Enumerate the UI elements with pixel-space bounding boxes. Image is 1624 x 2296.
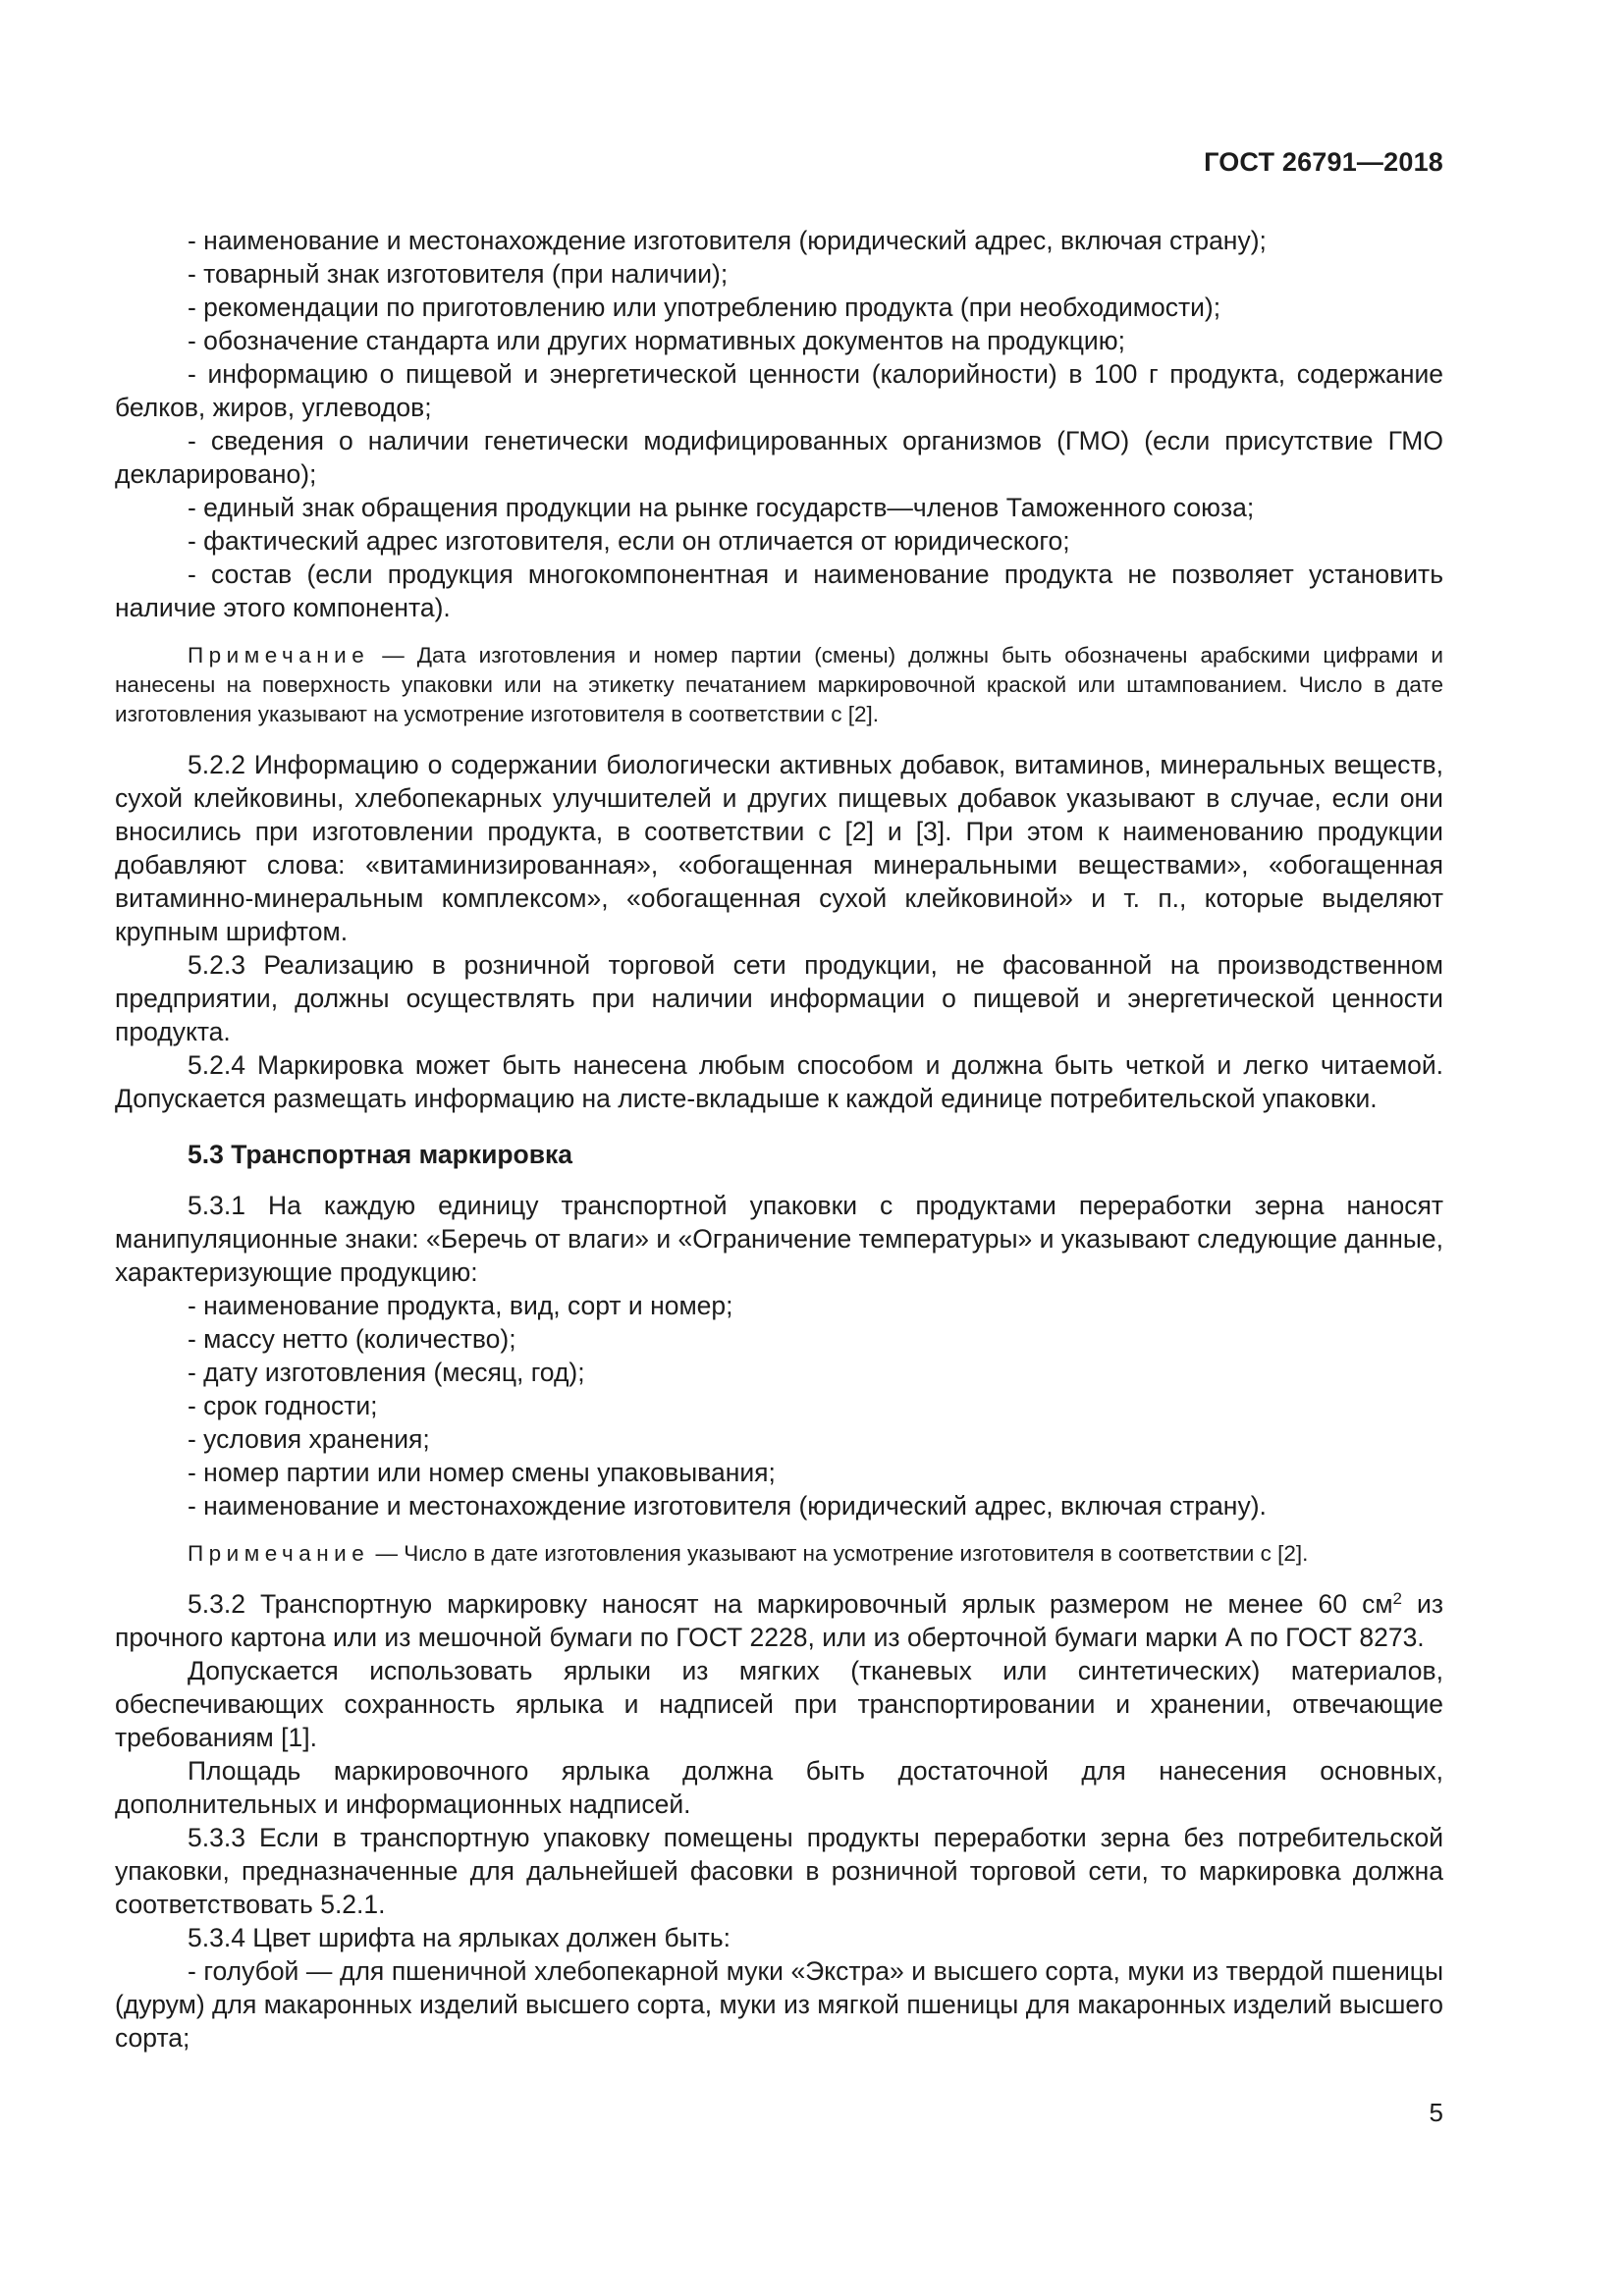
list-item: - наименование и местонахождение изготовителя (юридический адрес, включая страну); <box>188 226 1267 255</box>
page-number: 5 <box>1429 2098 1443 2127</box>
list-item: - массу нетто (количество); <box>188 1324 516 1354</box>
note-text: — Дата изготовления и номер партии (смены) должны быть обозначены арабскими цифрами и нанесены на поверхность упаковки или на этикетку печатанием маркировочной краской или штампованием. Число в дате изготовления указывают на усмотрение изготовителя в соответствии с [2]. <box>115 643 1443 726</box>
paragraph-soft-labels: Допускается использовать ярлыки из мягких (тканевых или синтетических) материалов, обеспечивающих сохранность ярлыка и надписей при транспортировании и хранении, отвечающие требованиям [1]. <box>115 1656 1443 1752</box>
list-item: - номер партии или номер смены упаковывания; <box>188 1458 776 1487</box>
superscript: 2 <box>1392 1589 1403 1608</box>
list-item: - условия хранения; <box>188 1424 430 1454</box>
paragraph-5-2-4: 5.2.4 Маркировка может быть нанесена любым способом и должна быть четкой и легко читаемой. Допускается размещать информацию на листе-вкладыше к каждой единице потребительской упаковки. <box>115 1050 1443 1113</box>
paragraph-5-3-2 <box>115 1587 1443 1654</box>
paragraph-5-3-1: 5.3.1 На каждую единицу транспортной упаковки с продуктами переработки зерна наносят манипуляционные знаки: «Беречь от влаги» и «Ограничение температуры» и указывают следующие данные, характеризующие продукцию: <box>115 1191 1443 1287</box>
document-body <box>115 224 1443 2055</box>
paragraph-5-3-3: 5.3.3 Если в транспортную упаковку помещены продукты переработки зерна без потребительской упаковки, предназначенные для дальнейшей фасовки в розничной торговой сети, то маркировка должна соответствовать 5.2.1. <box>115 1823 1443 1919</box>
list-item: - единый знак обращения продукции на рынке государств—членов Таможенного союза; <box>188 493 1255 522</box>
paragraph-5-3-4: 5.3.4 Цвет шрифта на ярлыках должен быть: <box>188 1923 731 1952</box>
list-item: - дату изготовления (месяц, год); <box>188 1358 585 1387</box>
list-item: - наименование продукта, вид, сорт и номер; <box>188 1291 733 1320</box>
paragraph-label-area: Площадь маркировочного ярлыка должна быть достаточной для нанесения основных, дополнительных и информационных надписей. <box>115 1756 1443 1819</box>
list-item: - состав (если продукция многокомпонентная и наименование продукта не позволяет установить наличие этого компонента). <box>115 560 1443 622</box>
list-item: - фактический адрес изготовителя, если он отличается от юридического; <box>188 526 1070 556</box>
document-code-header: ГОСТ 26791—2018 <box>1204 147 1443 177</box>
note-date-number <box>115 1539 1443 1569</box>
note-labeling-date <box>115 641 1443 729</box>
list-item: - информацию о пищевой и энергетической ценности (калорийности) в 100 г продукта, содержание белков, жиров, углеводов; <box>115 359 1443 422</box>
note-label: Примечание <box>188 1541 370 1566</box>
paragraph-text: 5.3.2 Транспортную маркировку наносят на маркировочный ярлык размером не менее 60 см <box>188 1589 1393 1619</box>
section-heading-5-3: 5.3 Транспортная маркировка <box>188 1140 573 1169</box>
note-label: Примечание <box>188 643 370 667</box>
list-item: - рекомендации по приготовлению или употреблению продукта (при необходимости); <box>188 293 1221 322</box>
note-text: — Число в дате изготовления указывают на усмотрение изготовителя в соответствии с [2]. <box>369 1541 1309 1566</box>
paragraph-5-2-2: 5.2.2 Информацию о содержании биологически активных добавок, витаминов, минеральных веществ, сухой клейковины, хлебопекарных улучшителей и других пищевых добавок указывают в случае, если они вносились при изготовлении продукта, в соответствии с [2] и [3]. При этом к наименованию продукции добавляют слова: «витаминизированная», «обогащенная минеральными веществами», «обогащенная витаминно-минеральным комплексом», «обогащенная сухой клейковиной» и т. п., которые выделяют крупным шрифтом. <box>115 750 1443 946</box>
list-item: - товарный знак изготовителя (при наличии); <box>188 259 729 289</box>
list-item: - наименование и местонахождение изготовителя (юридический адрес, включая страну). <box>188 1491 1267 1521</box>
paragraph-5-2-3: 5.2.3 Реализацию в розничной торговой сети продукции, не фасованной на производственном предприятии, должны осуществлять при наличии информации о пищевой и энергетической ценности продукта. <box>115 950 1443 1046</box>
list-item: - сведения о наличии генетически модифицированных организмов (ГМО) (если присутствие ГМО декларировано); <box>115 426 1443 489</box>
list-item: - обозначение стандарта или других нормативных документов на продукцию; <box>188 326 1125 355</box>
list-item: - голубой — для пшеничной хлебопекарной муки «Экстра» и высшего сорта, муки из твердой пшеницы (дурум) для макаронных изделий высшего сорта, муки из мягкой пшеницы для макаронных изделий высшего сорта; <box>115 1956 1443 2053</box>
paragraph-text: из прочного картона или из мешочной бумаги по ГОСТ 2228, или из оберточной бумаги марки А по ГОСТ 8273. <box>115 1589 1443 1652</box>
list-item: - срок годности; <box>188 1391 378 1420</box>
